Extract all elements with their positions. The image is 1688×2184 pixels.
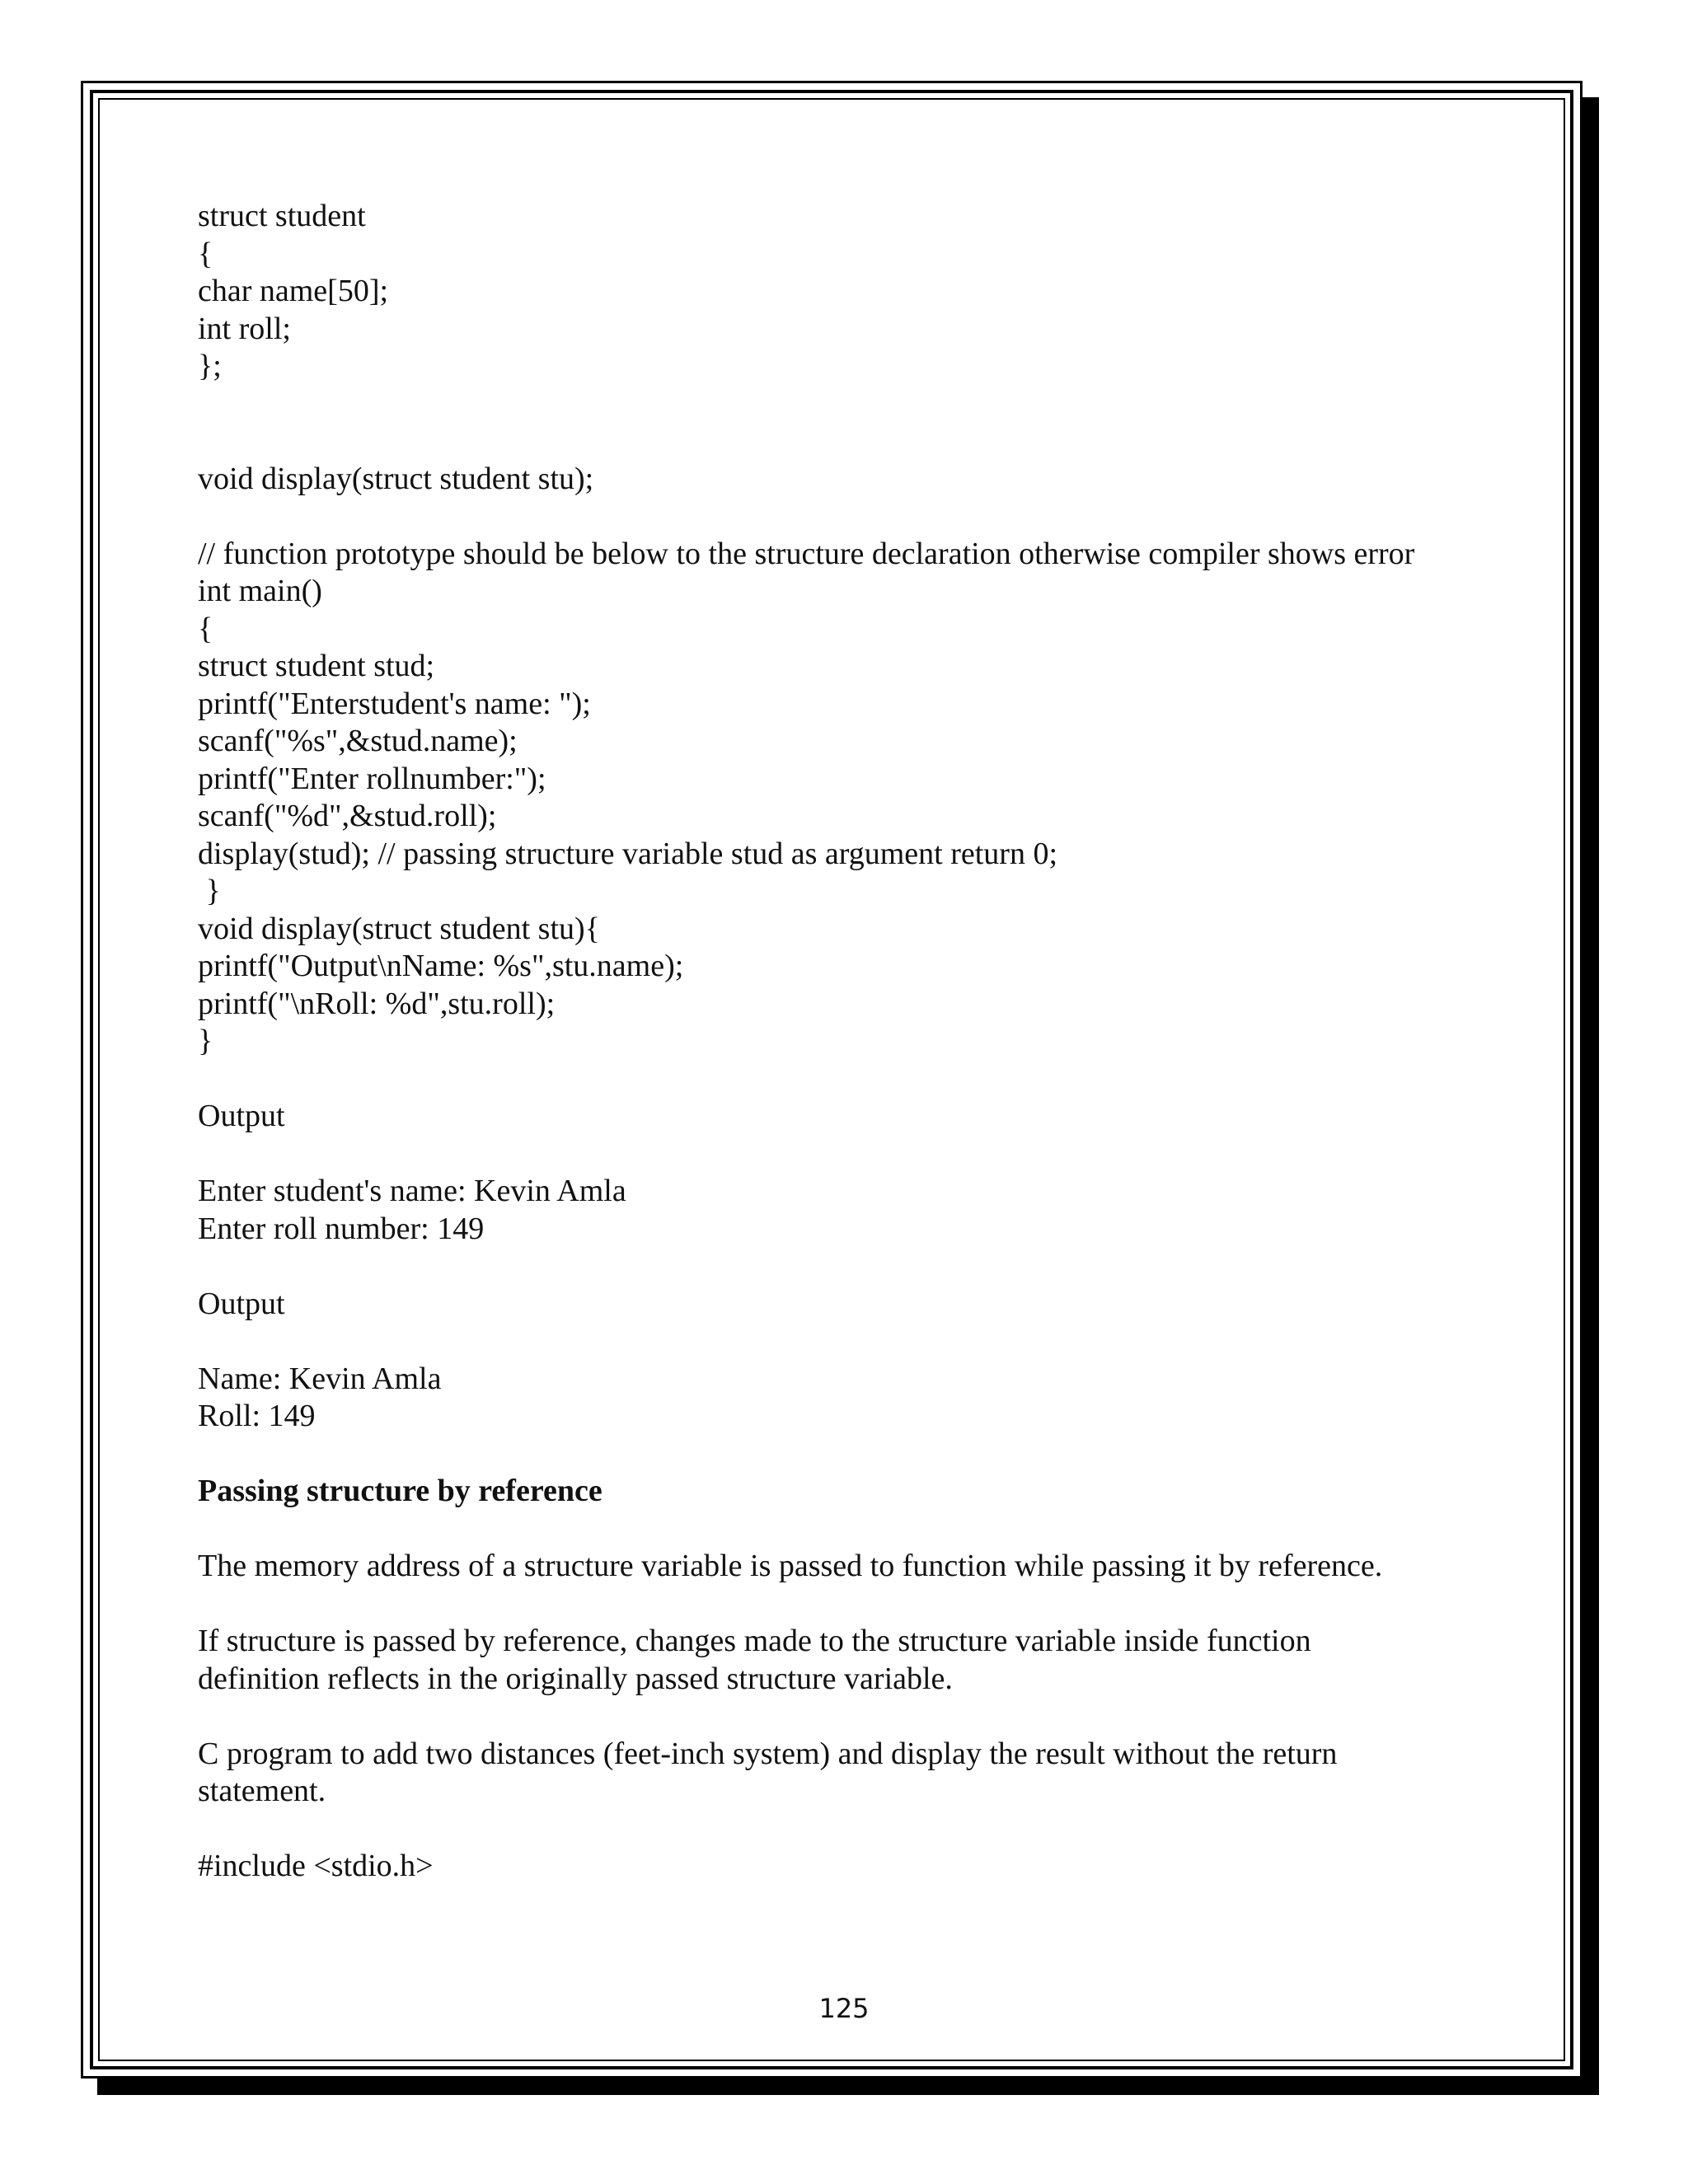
- code-line: {: [198, 236, 213, 271]
- code-line: void display(struct student stu){: [198, 911, 600, 946]
- code-line: }: [198, 1024, 213, 1058]
- program-result-output: [198, 1361, 1517, 1436]
- paragraph-pass-by-reference: [198, 1623, 1517, 1698]
- paragraph-line: If structure is passed by reference, changes made to the structure variable inside function: [198, 1624, 1311, 1658]
- code-line: printf("Enterstudent's name: ");: [198, 686, 591, 721]
- include-line: #include <stdio.h>: [198, 1849, 434, 1883]
- page-content: [198, 198, 1517, 1886]
- code-line: {: [198, 611, 213, 646]
- code-line: printf("Output\nName: %s",stu.name);: [198, 949, 684, 983]
- code-line: };: [198, 349, 222, 383]
- code-line: int roll;: [198, 311, 291, 346]
- code-line: // function prototype should be below to the structure declaration otherwise compiler shows error: [198, 536, 1415, 571]
- code-line: scanf("%d",&stud.roll);: [198, 799, 497, 833]
- code-line: printf("Enter rollnumber:");: [198, 761, 546, 796]
- paragraph-line: C program to add two distances (feet-inch system) and display the result without the return: [198, 1736, 1338, 1771]
- prototype-line: void display(struct student stu);: [198, 461, 594, 496]
- output-heading: Output: [198, 1286, 285, 1321]
- output-line: Name: Kevin Amla: [198, 1361, 442, 1396]
- code-line: scanf("%s",&stud.name);: [198, 724, 518, 758]
- paragraph-program-description: [198, 1736, 1517, 1811]
- code-line: printf("\nRoll: %d",stu.roll);: [198, 986, 556, 1021]
- struct-definition-code: [198, 198, 1517, 386]
- paragraph-line: definition reflects in the originally passed structure variable.: [198, 1661, 953, 1696]
- page-number: 125: [818, 1993, 870, 2024]
- output-line: Enter student's name: Kevin Amla: [198, 1174, 626, 1208]
- paragraph-line: statement.: [198, 1774, 326, 1808]
- output-line: Roll: 149: [198, 1399, 316, 1433]
- program-input-output: [198, 1173, 1517, 1248]
- code-line: }: [198, 874, 221, 908]
- code-line: struct student: [198, 199, 366, 233]
- output-heading: Output: [198, 1099, 285, 1133]
- code-line: display(stud); // passing structure variable stud as argument return 0;: [198, 836, 1058, 871]
- paragraph-memory-address: The memory address of a structure variable is passed to function while passing it by reference.: [198, 1549, 1383, 1583]
- code-line: struct student stud;: [198, 649, 435, 683]
- output-line: Enter roll number: 149: [198, 1211, 485, 1246]
- section-heading: Passing structure by reference: [198, 1474, 603, 1508]
- code-line: char name[50];: [198, 274, 389, 308]
- main-function-code: [198, 536, 1517, 1061]
- code-line: int main(): [198, 574, 322, 608]
